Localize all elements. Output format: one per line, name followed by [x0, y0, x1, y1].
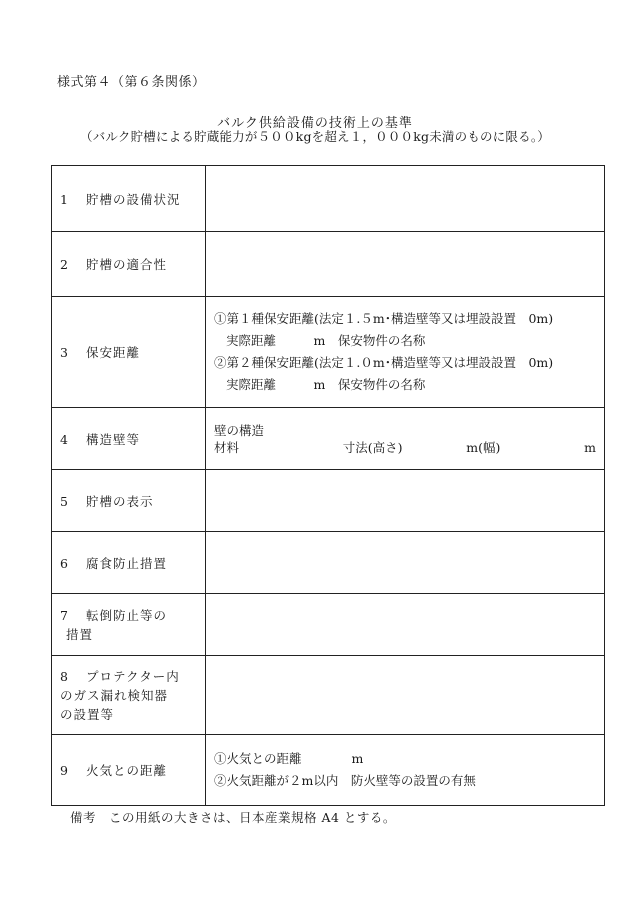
row-label-tank-status: 1 貯槽の設備状況: [52, 166, 206, 232]
height-unit: m(幅): [466, 439, 501, 455]
row-label-fire-distance: 9 火気との距離: [52, 735, 206, 806]
row-label-gas-leak-detector: 8 プロテクター内 のガス漏れ検知器 の設置等: [52, 656, 206, 735]
table-row: [52, 297, 605, 408]
table-row: [52, 408, 605, 470]
tipover-field[interactable]: [206, 594, 605, 656]
second-class-actual-distance: 実際距離 m 保安物件の名称: [226, 377, 426, 392]
gas-leak-detector-field[interactable]: [206, 656, 605, 735]
table-row: [52, 532, 605, 594]
document-subtitle: （バルク貯槽による貯蔵能力が５００kgを超え１，０００kg未満のものに限る。）: [80, 129, 550, 144]
first-class-actual-distance: 実際距離 m 保安物件の名称: [226, 333, 426, 348]
row-label-tipover: 7 転倒防止等の 措置: [52, 594, 206, 656]
row-label-structural-wall: 4 構造壁等: [52, 408, 206, 470]
row-label-tank-display: 5 貯槽の表示: [52, 470, 206, 532]
tank-fit-field[interactable]: [206, 232, 605, 297]
second-class-distance: ②第２種保安距離(法定１.０m･構造壁等又は埋設設置 0m): [214, 355, 554, 370]
firewall-line: ②火気距離が２m以内 防火壁等の設置の有無: [214, 773, 476, 788]
structural-wall-field[interactable]: [206, 408, 605, 470]
table-row: [52, 232, 605, 297]
wall-dimensions-line: [214, 439, 596, 456]
tank-status-field[interactable]: [206, 166, 605, 232]
table-row: [52, 656, 605, 735]
wall-structure-label: 壁の構造: [214, 422, 265, 438]
tank-display-field[interactable]: [206, 470, 605, 532]
width-unit: m: [584, 439, 596, 455]
table-row: [52, 735, 605, 806]
safety-distance-field[interactable]: [206, 297, 605, 408]
row-label-tank-fit: 2 貯槽の適合性: [52, 232, 206, 297]
form-number: 様式第４（第６条関係）: [57, 75, 206, 90]
fire-distance-field[interactable]: [206, 735, 605, 806]
row-label-corrosion: 6 腐食防止措置: [52, 532, 206, 594]
size-label: 寸法(高さ): [342, 439, 403, 455]
fire-distance-line: ①火気との距離 m: [214, 751, 364, 766]
document-title: バルク供給設備の技術上の基準: [217, 116, 413, 131]
corrosion-field[interactable]: [206, 532, 605, 594]
first-class-distance: ①第１種保安距離(法定１.５m･構造壁等又は埋設設置 0m): [214, 311, 554, 326]
table-row: [52, 166, 605, 232]
table-row: [52, 594, 605, 656]
material-label: 材料: [214, 439, 240, 455]
table-row: [52, 470, 605, 532]
remarks: 備考 この用紙の大きさは、日本産業規格 A4 とする。: [70, 810, 396, 825]
criteria-table: [51, 165, 605, 806]
row-label-safety-distance: 3 保安距離: [52, 297, 206, 408]
